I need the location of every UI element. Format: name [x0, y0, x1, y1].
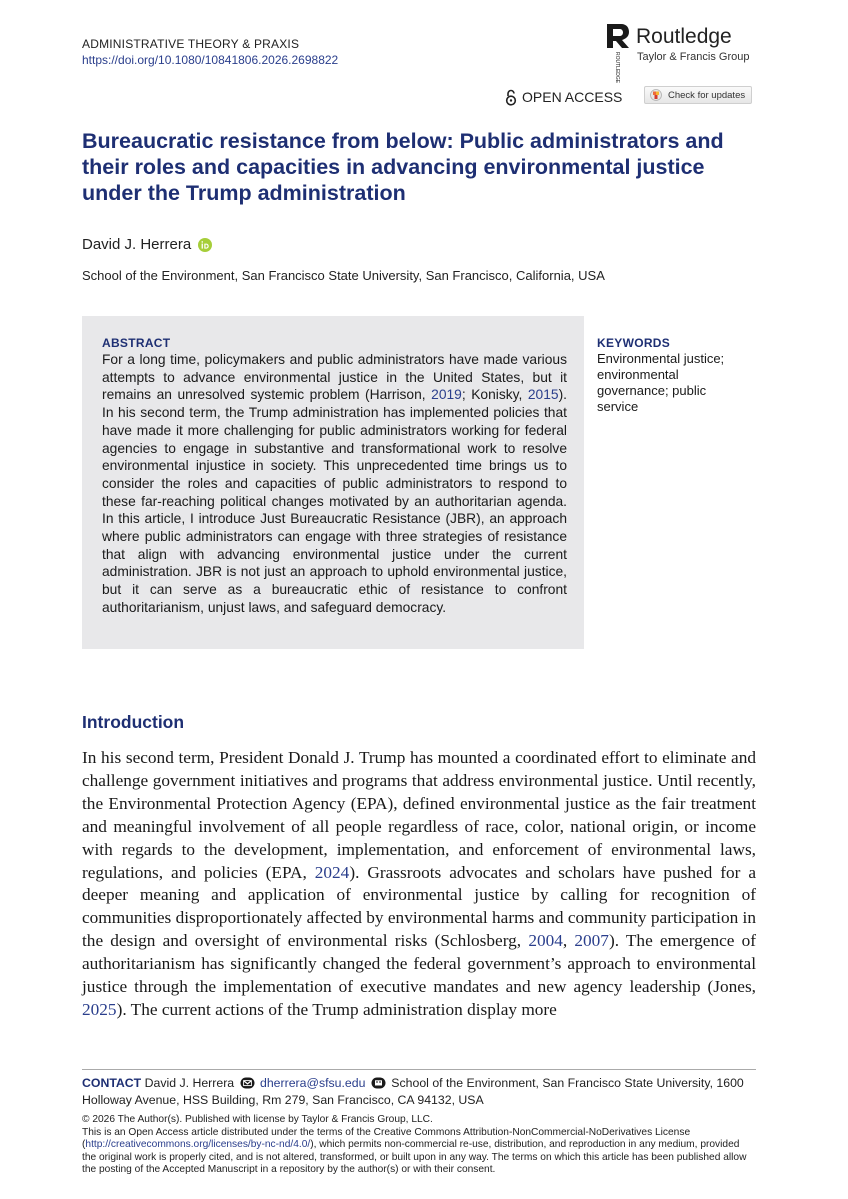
author-line	[82, 236, 212, 253]
contact-name: David J. Herrera	[144, 1076, 235, 1090]
check-for-updates-button[interactable]	[644, 86, 752, 104]
keywords-list: Environmental justice; environmental governance; public service	[597, 351, 725, 414]
author-name[interactable]: David J. Herrera	[82, 236, 192, 253]
intro-text-part: In his second term, President Donald J. Trump has mounted a coordinated effort to eliminate and challenge government initiatives and programs that address environmental justice. Until recently, the Environmental Protection Agency (EPA), defined environmental justice as the fair treatment and meaningful involvement of all people regardless of race, color, national origin, or income with regards to the development, implementation, and enforcement of environmental laws, regulations, and policies (EPA,	[82, 748, 756, 882]
orcid-icon[interactable]	[198, 238, 212, 252]
abstract-text-part: ). In his second term, the Trump administration has implemented policies that have made it more challenging for public administrators working for federal agencies to engage in substantive and transformational work to resolve environmental injustice in society. This unprecedented time brings us to consider the roles and capacities of public administrators to respond to these far-reaching political changes motivated by an authoritarian agenda. In this article, I introduce Just Bureaucratic Resistance (JBR), an approach where public administrators can engage with three strategies of resistance that align with advancing environmental justice under the current administration. JBR is not just an approach to uphold environmental justice, but it can serve as a bureaucratic ethic of resistance to confront authoritarianism, unjust laws, and safeguard democracy.	[102, 387, 567, 615]
routledge-logo-icon	[604, 22, 630, 84]
contact-email-link[interactable]: dherrera@sfsu.edu	[260, 1076, 366, 1090]
address-icon	[371, 1077, 386, 1089]
copyright-line: © 2026 The Author(s). Published with license by Taylor & Francis Group, LLC.	[82, 1114, 433, 1125]
license-text	[82, 1127, 756, 1177]
check-for-updates-label: Check for updates	[668, 89, 746, 101]
abstract-text-part: ; Konisky,	[461, 387, 528, 403]
intro-text-part: ). The current actions of the Trump administration display more	[116, 999, 557, 1019]
abstract-text-part: For a long time, policymakers and public administrators have made various attempts to advance environmental justice in the United States, but it remains an unresolved systemic problem (Harrison,	[102, 352, 567, 403]
license-text-part: ), which permits non-commercial re-use, distribution, and reproduction in any medium, provided the original work is properly cited, and is not altered, transformed, or built upon in any way. The terms on which this article has been published allow the posting of the Accepted Manuscript in a repository by the author(s) or with their consent.	[82, 1139, 747, 1176]
citation-link[interactable]: 2019	[431, 387, 462, 403]
doi-link[interactable]: https://doi.org/10.1080/10841806.2026.2698822	[82, 53, 339, 67]
license-link[interactable]: http://creativecommons.org/licenses/by-nc-nd/4.0/	[85, 1139, 311, 1151]
keywords-section	[597, 336, 727, 415]
intro-text-part: ,	[562, 931, 575, 951]
author-affiliation: School of the Environment, San Francisco State University, San Francisco, California, USA	[82, 268, 605, 283]
article-title: Bureaucratic resistance from below: Public administrators and their roles and capacities in advancing environmental justice under the Trump administration	[82, 129, 724, 205]
introduction-heading: Introduction	[82, 712, 185, 732]
contact-address: School of the Environment, San Francisco State University, 1600 Holloway Avenue, HSS Building, Rm 279, San Francisco, CA 94132, USA	[82, 1076, 744, 1107]
citation-link[interactable]: 2007	[574, 931, 609, 951]
open-access-label: OPEN ACCESS	[522, 89, 623, 105]
email-icon	[240, 1077, 255, 1089]
abstract-box	[82, 316, 584, 649]
keywords-heading: KEYWORDS	[597, 336, 671, 350]
citation-link[interactable]: 2004	[528, 931, 563, 951]
introduction-text	[82, 747, 756, 1022]
contact-label: CONTACT	[82, 1076, 142, 1090]
citation-link[interactable]: 2015	[527, 387, 559, 403]
intro-text-part: ). The emergence of authoritarianism has significantly changed the federal government’s approach to environmental justice through the implementation of executive mandates and new agency leadership (Jones,	[82, 931, 756, 997]
license-statement	[82, 1114, 756, 1177]
license-text-part: This is an Open Access article distributed under the terms of the Creative Commons Attribution-NonCommercial-NoDerivatives License (	[82, 1126, 691, 1151]
citation-link[interactable]: 2024	[314, 862, 350, 882]
open-access-lock-icon	[505, 89, 517, 106]
intro-text-part: ). Grassroots advocates and scholars have pushed for a deeper meaning and application of environmental justice by calling for recognition of communities disproportionately affected by environmental harms and community participation in the design and oversight of environmental risks (Schlosberg,	[82, 862, 756, 951]
footer-divider	[82, 1069, 756, 1070]
journal-name: ADMINISTRATIVE THEORY & PRAXIS	[82, 37, 300, 51]
publisher-name: Routledge	[636, 25, 732, 48]
contact-info	[82, 1075, 756, 1109]
crossmark-icon	[650, 89, 662, 101]
open-access-badge	[505, 88, 622, 106]
abstract-heading: ABSTRACT	[102, 336, 171, 350]
publisher-logo[interactable]	[604, 22, 774, 84]
publisher-group: Taylor & Francis Group	[637, 51, 750, 63]
citation-link[interactable]: 2025	[82, 999, 117, 1019]
routledge-mark-text: ROUTLEDGE	[614, 52, 620, 84]
abstract-text	[102, 351, 567, 617]
